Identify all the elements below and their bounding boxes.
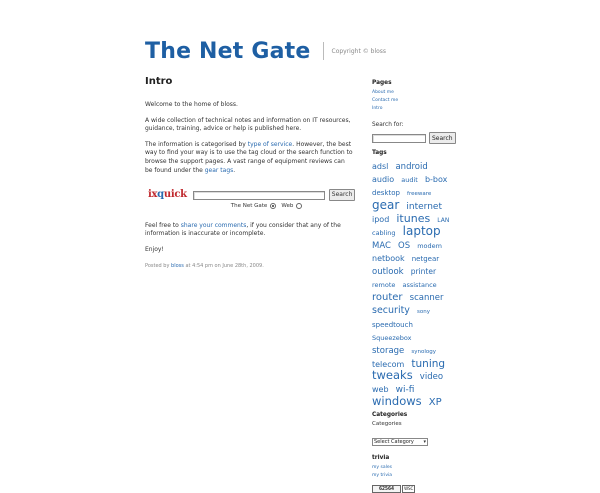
author-link[interactable]: bloss bbox=[171, 262, 184, 269]
paragraph-text: The information is categorised by bbox=[145, 140, 248, 148]
tag-link-tweaks[interactable]: tweaks bbox=[372, 368, 413, 382]
tag-link-ipod[interactable]: ipod bbox=[372, 215, 390, 224]
tag-link-printer[interactable]: printer bbox=[410, 267, 437, 276]
page-link-about[interactable]: About me bbox=[372, 90, 394, 95]
ixquick-input-row bbox=[193, 189, 356, 201]
share-comments-link[interactable]: share your comments bbox=[180, 221, 247, 229]
pages-widget bbox=[372, 80, 452, 113]
categories-widget bbox=[372, 412, 452, 447]
site-header bbox=[145, 36, 386, 66]
type-of-service-link[interactable]: type of service bbox=[247, 140, 293, 148]
logo-text: q bbox=[157, 189, 164, 201]
tag-link-security[interactable]: security bbox=[372, 305, 410, 316]
tag-link-xp[interactable]: XP bbox=[428, 397, 442, 408]
tag-link-os[interactable]: OS bbox=[398, 241, 411, 251]
paragraph-text: , if you consider that any of the information is inaccurate or incomplete. bbox=[145, 221, 341, 238]
scope-site-label: The Net Gate bbox=[230, 203, 268, 210]
post-paragraph-3 bbox=[145, 141, 353, 175]
tag-link-sony[interactable]: sony bbox=[417, 309, 431, 315]
tag-link-speedtouch[interactable]: speedtouch bbox=[372, 321, 413, 329]
tag-link-itunes[interactable]: itunes bbox=[396, 212, 431, 225]
ixquick-form bbox=[193, 189, 356, 211]
sidebar-search-input[interactable] bbox=[372, 134, 426, 143]
post-paragraph-5: Enjoy! bbox=[145, 245, 164, 253]
logo-text: ix bbox=[148, 189, 158, 201]
tag-link-squeezebox[interactable]: Squeezebox bbox=[372, 334, 412, 342]
trivia-link-sales[interactable]: my sales bbox=[372, 465, 392, 470]
categories-label: Categories bbox=[372, 421, 402, 427]
scope-web-label: Web bbox=[281, 203, 294, 210]
tag-link-web[interactable]: web bbox=[372, 385, 389, 394]
tag-link-mac[interactable]: MAC bbox=[372, 241, 391, 251]
tag-link-gear[interactable]: gear bbox=[372, 198, 400, 212]
tag-link-audio[interactable]: audio bbox=[372, 175, 395, 184]
tag-link-desktop[interactable]: desktop bbox=[372, 189, 400, 197]
page-link-contact[interactable]: Contact me bbox=[372, 98, 399, 103]
post-paragraph-1: Welcome to the home of bloss. bbox=[145, 101, 238, 108]
main-content bbox=[145, 76, 353, 270]
gear-tags-link[interactable]: gear tags bbox=[204, 166, 234, 174]
search-row bbox=[372, 132, 452, 144]
post-title[interactable]: Intro bbox=[145, 76, 173, 87]
tag-link-cabling[interactable]: cabling bbox=[372, 229, 396, 237]
tag-cloud bbox=[372, 159, 452, 407]
ixquick-logo[interactable] bbox=[148, 189, 187, 201]
logo-text: uick bbox=[163, 189, 187, 201]
paragraph-text: . bbox=[233, 166, 236, 174]
ixquick-search-input[interactable] bbox=[193, 191, 325, 200]
scope-web-radio[interactable] bbox=[296, 203, 302, 209]
tag-link-storage[interactable]: storage bbox=[372, 346, 405, 356]
trivia-link-trivia[interactable]: my trivia bbox=[372, 473, 393, 478]
site-title[interactable]: The Net Gate bbox=[145, 38, 311, 64]
tag-link-telecom[interactable]: telecom bbox=[372, 360, 405, 369]
tag-link-android[interactable]: android bbox=[395, 162, 428, 172]
search-label: Search for: bbox=[372, 122, 404, 128]
site-copyright: Copyright © bloss bbox=[331, 47, 387, 55]
category-select-value: Select Category bbox=[374, 439, 414, 445]
tag-link-wi-fi[interactable]: wi-fi bbox=[395, 385, 415, 395]
tag-link-modem[interactable]: modem bbox=[417, 242, 442, 250]
paragraph-text: Feel free to bbox=[145, 221, 181, 229]
category-select[interactable] bbox=[372, 438, 428, 446]
sidebar-search-button[interactable]: Search bbox=[429, 132, 456, 144]
tag-link-outlook[interactable]: outlook bbox=[372, 267, 404, 277]
tag-link-audit[interactable]: audit bbox=[401, 176, 418, 184]
tag-link-laptop[interactable]: laptop bbox=[402, 224, 441, 238]
ixquick-search-button[interactable]: Search bbox=[329, 189, 356, 201]
ixquick-search-box bbox=[145, 189, 353, 211]
post-paragraph-2: A wide collection of technical notes and information on IT resources, guidance, training, advice or help is published here. bbox=[145, 116, 351, 133]
tag-link-internet[interactable]: internet bbox=[406, 202, 442, 212]
sidebar bbox=[372, 80, 452, 493]
counter-value: 62564 bbox=[372, 485, 401, 493]
tag-link-synology[interactable]: synology bbox=[411, 349, 437, 355]
scope-site-radio[interactable] bbox=[270, 203, 276, 209]
post-meta bbox=[145, 262, 353, 271]
tag-link-freeware[interactable]: freeware bbox=[407, 191, 432, 197]
hit-counter[interactable] bbox=[372, 485, 452, 493]
page-link-intro[interactable]: Intro bbox=[372, 106, 383, 111]
tags-widget bbox=[372, 150, 452, 407]
tag-link-router[interactable]: router bbox=[372, 292, 403, 303]
counter-badge: WSC bbox=[404, 486, 414, 491]
chevron-down-icon: ▾ bbox=[423, 439, 426, 445]
tag-link-b-box[interactable]: b-box bbox=[424, 175, 448, 184]
meta-text: at 4:54 pm on June 28th, 2009. bbox=[183, 262, 264, 269]
tag-link-scanner[interactable]: scanner bbox=[409, 293, 444, 303]
ixquick-scope-options bbox=[231, 202, 356, 211]
meta-text: Posted by bbox=[145, 262, 172, 269]
tag-link-tuning[interactable]: tuning bbox=[411, 358, 446, 370]
tag-link-netbook[interactable]: netbook bbox=[372, 254, 405, 263]
header-divider bbox=[323, 42, 324, 60]
post-paragraph-4 bbox=[145, 222, 353, 239]
trivia-widget bbox=[372, 455, 452, 480]
tag-link-netgear[interactable]: netgear bbox=[411, 255, 440, 263]
trivia-title: trivia bbox=[372, 455, 390, 461]
search-widget bbox=[372, 122, 452, 144]
tag-link-lan[interactable]: LAN bbox=[437, 217, 450, 224]
tag-link-adsl[interactable]: adsl bbox=[372, 162, 389, 171]
tag-link-video[interactable]: video bbox=[419, 372, 444, 382]
tag-link-assistance[interactable]: assistance bbox=[402, 281, 437, 289]
categories-title: Categories bbox=[372, 412, 408, 418]
tag-link-remote[interactable]: remote bbox=[372, 281, 396, 289]
tags-title: Tags bbox=[372, 150, 387, 156]
tag-link-windows[interactable]: windows bbox=[372, 394, 422, 408]
pages-title: Pages bbox=[372, 80, 392, 86]
paragraph-text: . However, the best way to find your way is to use the tag cloud or the search function to browse the support pages. A vast range of equipment reviews can be found under the bbox=[145, 140, 353, 174]
